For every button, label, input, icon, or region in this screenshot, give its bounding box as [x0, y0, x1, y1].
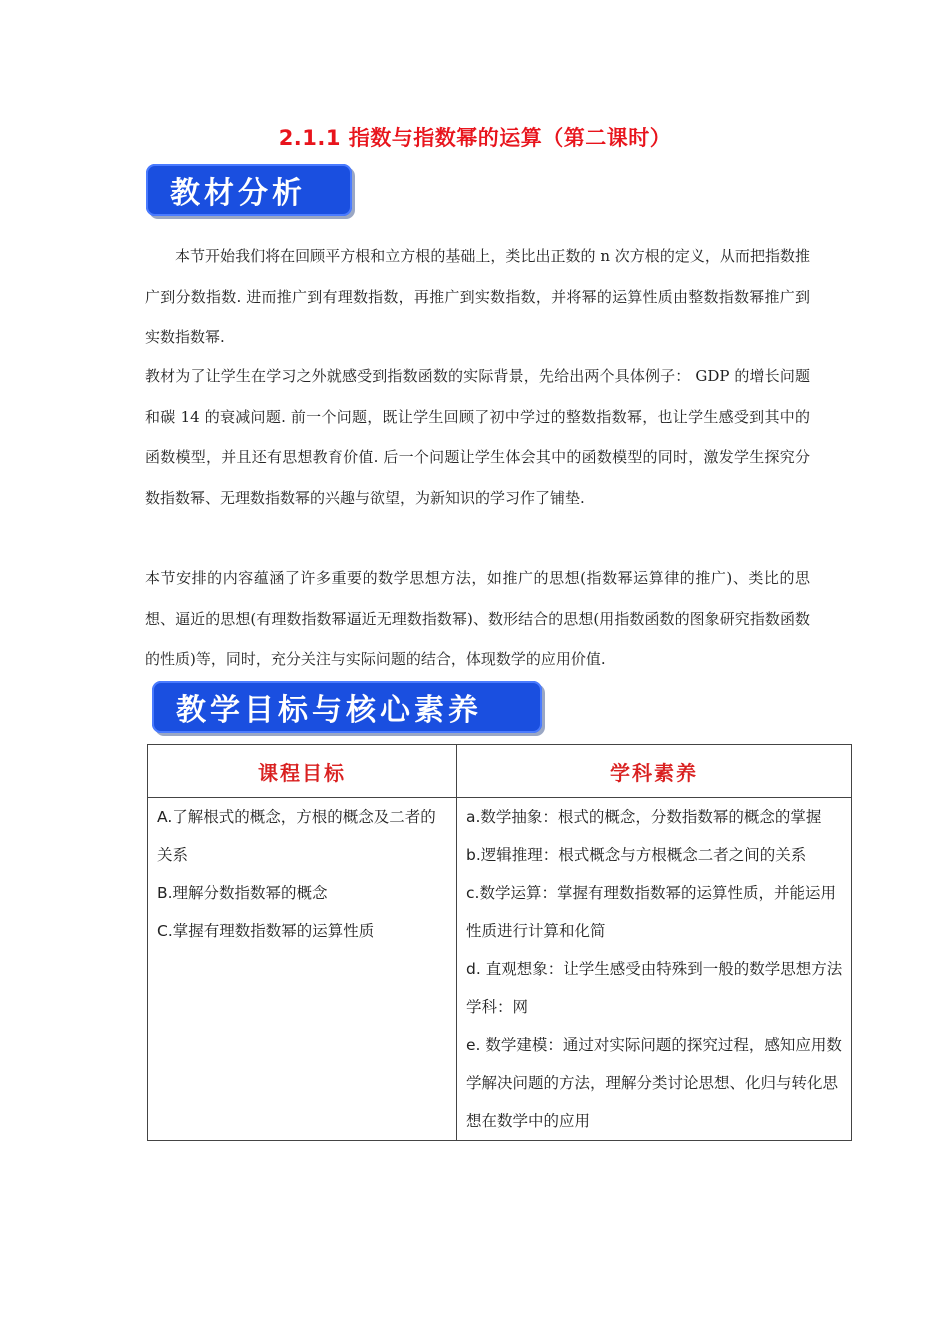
- paragraph-methods: 本节安排的内容蕴涵了许多重要的数学思想方法，如推广的思想(指数幂运算律的推广)、类比的思想、逼近的思想(有理数指数幂逼近无理数指数幂)、数形结合的思想(用指数函数的图象研究指数函数的性质)等，同时，充分关注与实际问题的结合，体现数学的应用价值.: [145, 569, 810, 668]
- paragraph-background: 教材为了让学生在学习之外就感受到指数函数的实际背景，先给出两个具体例子： GDP 的增长问题和碳 14 的衰减问题. 前一个问题，既让学生回顾了初中学过的整数指数幂，也让学生感受到其中的函数模型，并且还有思想教育价值. 后一个问题让学生体会其中的函数模型的同时，激发学生探究分数指数幂、无理数指数幂的兴趣与欲望，为新知识的学习作了铺垫.: [145, 367, 810, 507]
- list-item: b.逻辑推理：根式概念与方根概念二者之间的关系: [466, 846, 807, 864]
- table-header-row: [148, 745, 852, 798]
- list-item: A.了解根式的概念，方根的概念及二者的关系: [157, 808, 436, 864]
- list-item: B.理解分数指数幂的概念: [157, 884, 328, 902]
- list-item: e. 数学建模：通过对实际问题的探究过程，感知应用数学解决问题的方法，理解分类讨论思想、化归与转化思想在数学中的应用: [466, 1036, 842, 1130]
- course-goals-cell: [148, 798, 457, 1141]
- list-item: a.数学抽象：根式的概念，分数指数幂的概念的掌握: [466, 808, 822, 826]
- list-item: d. 直观想象：让学生感受由特殊到一般的数学思想方法 学科：网: [466, 960, 843, 1016]
- document-title: 2.1.1 指数与指数幂的运算（第二课时）: [278, 126, 672, 150]
- objectives-table: [147, 744, 852, 1141]
- header-course-goals: 课程目标: [148, 745, 457, 798]
- section-banner-objectives: 教学目标与核心素养: [152, 681, 542, 733]
- table-row: [148, 798, 852, 1141]
- paragraph-intro: 本节开始我们将在回顾平方根和立方根的基础上，类比出正数的 n 次方根的定义，从而把指数推广到分数指数. 进而推广到有理数指数，再推广到实数指数，并将幂的运算性质由整数指数幂推广到实数指数幂.: [145, 247, 810, 346]
- section-banner-textbook-analysis: 教材分析: [146, 164, 352, 216]
- list-item: C.掌握有理数指数幂的运算性质: [157, 922, 375, 940]
- list-item: c.数学运算：掌握有理数指数幂的运算性质，并能运用性质进行计算和化简: [466, 884, 836, 940]
- subject-literacy-cell: [457, 798, 852, 1141]
- header-subject-literacy: 学科素养: [457, 745, 852, 798]
